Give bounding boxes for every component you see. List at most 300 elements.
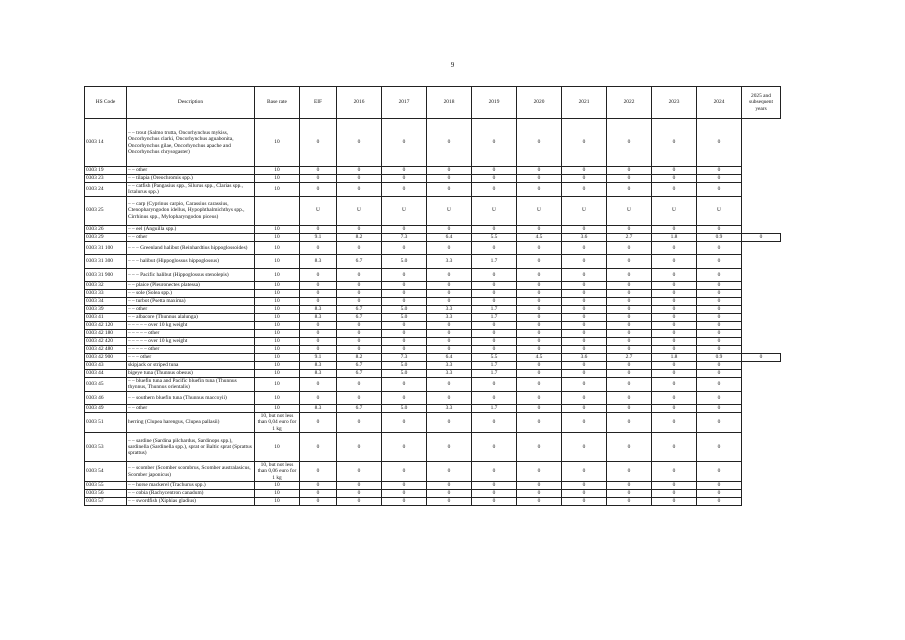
hs-code-cell: 0303 42 480 [85,346,127,354]
table-row [85,354,781,362]
description-cell: bigeye tuna (Thunnus obesus) [127,370,255,378]
rate-cell: 0 [607,378,652,392]
rate-cell: 0 [607,498,652,506]
column-header: 2025 and subsequent years [742,87,781,119]
hs-code-cell: 0303 42 900 [85,354,127,362]
table-row [85,183,781,197]
rate-cell: 0 [562,225,607,233]
table-row [85,233,781,241]
rate-cell: 0 [517,405,562,413]
rate-cell: 5.5 [472,233,517,241]
description-cell: – – other [127,306,255,314]
description-cell: – – other [127,405,255,413]
table-row [85,241,781,255]
rate-cell: 0 [562,378,607,392]
rate-cell: 0 [517,314,562,322]
rate-cell: 0 [427,378,472,392]
rate-cell: 0 [472,482,517,490]
rate-cell: 0 [652,338,697,346]
rate-cell: 0 [607,290,652,298]
rate-cell: 0 [562,433,607,462]
rate-cell: 0 [427,462,472,482]
rate-cell: 5.0 [382,370,427,378]
rate-cell: 0 [652,462,697,482]
rate-cell: 0 [337,175,382,183]
rate-cell: 0 [382,378,427,392]
rate-cell: 0 [427,119,472,167]
rate-cell: 0 [607,225,652,233]
hs-code-cell: 0303 33 [85,290,127,298]
rate-cell: 0 [337,346,382,354]
rate-cell: 0 [382,498,427,506]
rate-cell: 0 [382,322,427,330]
table-row [85,322,781,330]
rate-cell: 0 [562,255,607,269]
rate-cell: 0 [300,241,337,255]
rate-cell: 0 [427,433,472,462]
hs-code-cell: 0303 29 [85,233,127,241]
description-cell: – – other [127,167,255,175]
rate-cell: 0 [517,490,562,498]
hs-code-cell: 0303 46 [85,391,127,405]
table-row [85,391,781,405]
rate-cell: 0 [300,322,337,330]
rate-cell: 0 [382,462,427,482]
rate-cell: 2.7 [607,354,652,362]
rate-cell: 0 [472,498,517,506]
hs-code-cell: 0303 26 [85,225,127,233]
description-cell: – – tilapia (Oreochromis spp.) [127,175,255,183]
rate-cell: 0 [697,282,742,290]
hs-code-cell: 0303 49 [85,405,127,413]
column-header: 2018 [427,87,472,119]
base-rate-cell: 10 [255,225,300,233]
rate-cell: 0 [300,413,337,433]
rate-cell: 0 [427,298,472,306]
rate-cell: 5.0 [382,405,427,413]
base-rate-cell: 10 [255,255,300,269]
rate-cell: 0 [337,391,382,405]
description-cell: skipjack or striped tuna [127,362,255,370]
rate-cell: 0 [427,282,472,290]
rate-cell: 0 [427,268,472,282]
hs-code-cell: 0303 45 [85,378,127,392]
rate-cell: 0 [300,175,337,183]
rate-cell: 0 [562,282,607,290]
rate-cell: 3.3 [427,370,472,378]
rate-cell: 3.3 [427,314,472,322]
rate-cell: 7.3 [382,354,427,362]
rate-cell: 1.7 [472,370,517,378]
table-row [85,330,781,338]
rate-cell: 0 [382,391,427,405]
rate-cell: 0 [300,298,337,306]
table-row [85,482,781,490]
hs-code-cell: 0303 23 [85,175,127,183]
table-row [85,225,781,233]
rate-cell: 0 [517,498,562,506]
description-cell: – – eel (Anguilla spp.) [127,225,255,233]
rate-cell: 0 [517,306,562,314]
rate-cell: 0 [517,338,562,346]
rate-cell: 9.1 [300,233,337,241]
rate-cell: 0 [652,268,697,282]
description-cell: herring (Clupea harengus, Clupea pallasii) [127,413,255,433]
rate-cell: 0 [562,241,607,255]
table-row [85,405,781,413]
rate-cell: 0 [337,378,382,392]
rate-cell: 0 [562,370,607,378]
hs-code-cell: 0303 57 [85,498,127,506]
rate-cell: 8.3 [300,255,337,269]
rate-cell: 0 [652,290,697,298]
rate-cell: 0 [382,119,427,167]
rate-cell: 0 [607,490,652,498]
rate-cell: 0 [697,338,742,346]
rate-cell: 0 [337,183,382,197]
rate-cell: 0 [742,233,781,241]
description-cell: – – horse mackerel (Trachurus spp.) [127,482,255,490]
rate-cell: 0 [607,183,652,197]
rate-cell: 0.9 [697,354,742,362]
tariff-schedule-table [84,86,781,506]
hs-code-cell: 0303 34 [85,298,127,306]
rate-cell: 0 [517,241,562,255]
base-rate-cell: 10 [255,241,300,255]
rate-cell: 8.3 [300,362,337,370]
rate-cell: 0 [562,413,607,433]
rate-cell: 0 [517,298,562,306]
rate-cell: 0 [652,346,697,354]
column-header: 2021 [562,87,607,119]
description-cell: – – – – – over 10 kg weight [127,322,255,330]
rate-cell: 0 [337,290,382,298]
rate-cell: 0 [607,175,652,183]
rate-cell: 0 [562,462,607,482]
description-cell: – – sole (Solea spp.) [127,290,255,298]
table-row [85,298,781,306]
rate-cell: 0 [382,282,427,290]
base-rate-cell: 10 [255,330,300,338]
rate-cell: 0 [337,119,382,167]
rate-cell: 0 [652,298,697,306]
rate-cell: 0 [472,282,517,290]
rate-cell: 0 [652,482,697,490]
rate-cell: 6.7 [337,362,382,370]
rate-cell: 0 [337,433,382,462]
column-header: 2022 [607,87,652,119]
rate-cell: 0 [697,405,742,413]
rate-cell: 0 [697,370,742,378]
rate-cell: 0 [652,306,697,314]
table-row [85,338,781,346]
base-rate-cell: 10 [255,405,300,413]
rate-cell: U [427,196,472,225]
rate-cell: 0.9 [697,233,742,241]
rate-cell: 0 [337,225,382,233]
column-header: 2024 [697,87,742,119]
rate-cell: 8.3 [300,370,337,378]
rate-cell: 0 [652,241,697,255]
rate-cell: U [562,196,607,225]
rate-cell: 0 [607,298,652,306]
table-row [85,370,781,378]
rate-cell: 6.7 [337,370,382,378]
rate-cell: 0 [427,322,472,330]
hs-code-cell: 0303 24 [85,183,127,197]
rate-cell: 0 [300,462,337,482]
rate-cell: 8.2 [337,354,382,362]
rate-cell: 0 [337,413,382,433]
rate-cell: 0 [427,413,472,433]
rate-cell: 0 [427,391,472,405]
rate-cell: 4.5 [517,354,562,362]
description-cell: – – – Greenland halibut (Reinhardtius hippoglossoides) [127,241,255,255]
rate-cell: 0 [562,338,607,346]
hs-code-cell: 0303 31 900 [85,268,127,282]
rate-cell: 0 [300,268,337,282]
rate-cell: 6.7 [337,255,382,269]
rate-cell: 0 [472,268,517,282]
rate-cell: 0 [697,167,742,175]
rate-cell: 0 [697,183,742,197]
rate-cell: 0 [607,413,652,433]
description-cell: – – albacore (Thunnus alalunga) [127,314,255,322]
base-rate-cell: 10, but not less than 0,06 euro for 1 kg [255,462,300,482]
rate-cell: 0 [300,346,337,354]
rate-cell: 0 [337,338,382,346]
rate-cell: 0 [652,183,697,197]
rate-cell: 0 [652,167,697,175]
base-rate-cell: 10 [255,354,300,362]
rate-cell: 0 [382,175,427,183]
rate-cell: 0 [607,322,652,330]
base-rate-cell: 10 [255,233,300,241]
rate-cell: 0 [607,306,652,314]
base-rate-cell: 10 [255,490,300,498]
rate-cell: 3.6 [562,354,607,362]
rate-cell: 0 [300,391,337,405]
rate-cell: 0 [652,330,697,338]
rate-cell: 0 [517,482,562,490]
rate-cell: 0 [607,362,652,370]
rate-cell: 0 [427,183,472,197]
base-rate-cell: 10 [255,183,300,197]
base-rate-cell: 10 [255,391,300,405]
hs-code-cell: 0303 31 100 [85,241,127,255]
column-header: EIF [300,87,337,119]
hs-code-cell: 0303 51 [85,413,127,433]
rate-cell: 0 [382,413,427,433]
rate-cell: U [382,196,427,225]
rate-cell: U [607,196,652,225]
rate-cell: 0 [652,370,697,378]
rate-cell: 6.7 [337,314,382,322]
rate-cell: 0 [427,175,472,183]
description-cell: – – swordfish (Xiphias gladius) [127,498,255,506]
rate-cell: 0 [652,175,697,183]
rate-cell: 0 [562,314,607,322]
rate-cell: 0 [382,225,427,233]
rate-cell: 0 [652,498,697,506]
description-cell: – – southern bluefin tuna (Thunnus maccoyii) [127,391,255,405]
description-cell: – – – – – other [127,346,255,354]
rate-cell: 0 [562,175,607,183]
base-rate-cell: 10 [255,268,300,282]
column-header: 2020 [517,87,562,119]
rate-cell: 0 [517,413,562,433]
rate-cell: 8.3 [300,405,337,413]
rate-cell: 0 [697,241,742,255]
rate-cell: 6.7 [337,405,382,413]
rate-cell: U [337,196,382,225]
rate-cell: 0 [472,346,517,354]
rate-cell: 0 [517,346,562,354]
rate-cell: 0 [472,462,517,482]
hs-code-cell: 0303 19 [85,167,127,175]
hs-code-cell: 0303 42 120 [85,322,127,330]
rate-cell: 0 [382,346,427,354]
rate-cell: 0 [562,482,607,490]
rate-cell: 0 [742,354,781,362]
rate-cell: 9.1 [300,354,337,362]
rate-cell: 0 [427,490,472,498]
rate-cell: 5.5 [472,354,517,362]
table-row [85,346,781,354]
rate-cell: 0 [382,433,427,462]
rate-cell: 6.4 [427,354,472,362]
table-row [85,175,781,183]
table-row [85,255,781,269]
rate-cell: 0 [427,338,472,346]
rate-cell: 0 [607,268,652,282]
rate-cell: 0 [472,290,517,298]
description-cell: – – – Pacific halibut (Hippoglossus stenolepis) [127,268,255,282]
rate-cell: 3.3 [427,306,472,314]
rate-cell: 0 [607,405,652,413]
rate-cell: 0 [300,167,337,175]
rate-cell: 0 [300,282,337,290]
base-rate-cell: 10, but not less than 0,04 euro for 1 kg [255,413,300,433]
rate-cell: 1.8 [652,233,697,241]
rate-cell: U [697,196,742,225]
rate-cell: 0 [300,498,337,506]
rate-cell: 0 [562,183,607,197]
rate-cell: 0 [517,462,562,482]
table-row [85,119,781,167]
description-cell: – – turbot (Psetta maxima) [127,298,255,306]
hs-code-cell: 0303 44 [85,370,127,378]
rate-cell: 0 [337,462,382,482]
rate-cell: 0 [427,482,472,490]
rate-cell: 0 [697,498,742,506]
rate-cell: 0 [607,391,652,405]
rate-cell: 0 [607,330,652,338]
base-rate-cell: 10 [255,298,300,306]
hs-code-cell: 0303 39 [85,306,127,314]
rate-cell: 1.7 [472,306,517,314]
rate-cell: 0 [562,306,607,314]
rate-cell: 0 [697,433,742,462]
rate-cell: 0 [697,322,742,330]
rate-cell: 0 [697,391,742,405]
rate-cell: 0 [607,338,652,346]
rate-cell: 0 [337,167,382,175]
rate-cell: 1.8 [652,354,697,362]
hs-code-cell: 0303 31 300 [85,255,127,269]
base-rate-cell [255,196,300,225]
rate-cell: 0 [427,330,472,338]
description-cell: – – – – – other [127,330,255,338]
rate-cell: 0 [517,175,562,183]
rate-cell: 0 [337,322,382,330]
description-cell: – – – halibut (Hippoglossus hippoglossus) [127,255,255,269]
rate-cell: 0 [607,241,652,255]
rate-cell: 0 [607,462,652,482]
rate-cell: 0 [472,298,517,306]
table-row [85,462,781,482]
rate-cell: 0 [472,167,517,175]
rate-cell: 0 [652,433,697,462]
table-row [85,314,781,322]
page-number: 9 [450,61,455,69]
hs-code-cell: 0303 53 [85,433,127,462]
rate-cell: U [652,196,697,225]
rate-cell: 0 [427,225,472,233]
rate-cell: 0 [562,167,607,175]
rate-cell: 0 [382,482,427,490]
table-row [85,282,781,290]
description-cell: – – – other [127,354,255,362]
rate-cell: 0 [382,241,427,255]
rate-cell: 8.3 [300,306,337,314]
rate-cell: U [472,196,517,225]
rate-cell: 0 [652,314,697,322]
rate-cell: 0 [337,241,382,255]
rate-cell: 0 [697,362,742,370]
description-cell: – – – – – over 10 kg weight [127,338,255,346]
rate-cell: 0 [472,322,517,330]
rate-cell: 3.3 [427,405,472,413]
column-header: Description [127,87,255,119]
column-header: 2019 [472,87,517,119]
rate-cell: 0 [517,330,562,338]
rate-cell: 0 [652,282,697,290]
rate-cell: 0 [697,378,742,392]
rate-cell: 0 [472,490,517,498]
description-cell: – – catfish (Pangasius spp., Silurus spp., Clarias spp., Ictalurus spp.) [127,183,255,197]
table-row [85,268,781,282]
rate-cell: 0 [300,290,337,298]
rate-cell: 0 [607,346,652,354]
rate-cell: 5.0 [382,255,427,269]
rate-cell: 0 [697,255,742,269]
base-rate-cell: 10 [255,498,300,506]
rate-cell: 5.0 [382,306,427,314]
rate-cell: 1.7 [472,314,517,322]
rate-cell: 0 [427,346,472,354]
rate-cell: 0 [517,268,562,282]
hs-code-cell: 0303 55 [85,482,127,490]
rate-cell: 0 [562,119,607,167]
rate-cell: U [517,196,562,225]
rate-cell: 0 [300,119,337,167]
column-header: 2023 [652,87,697,119]
rate-cell: 0 [652,322,697,330]
rate-cell: 0 [697,290,742,298]
base-rate-cell: 10 [255,378,300,392]
rate-cell: 0 [300,433,337,462]
